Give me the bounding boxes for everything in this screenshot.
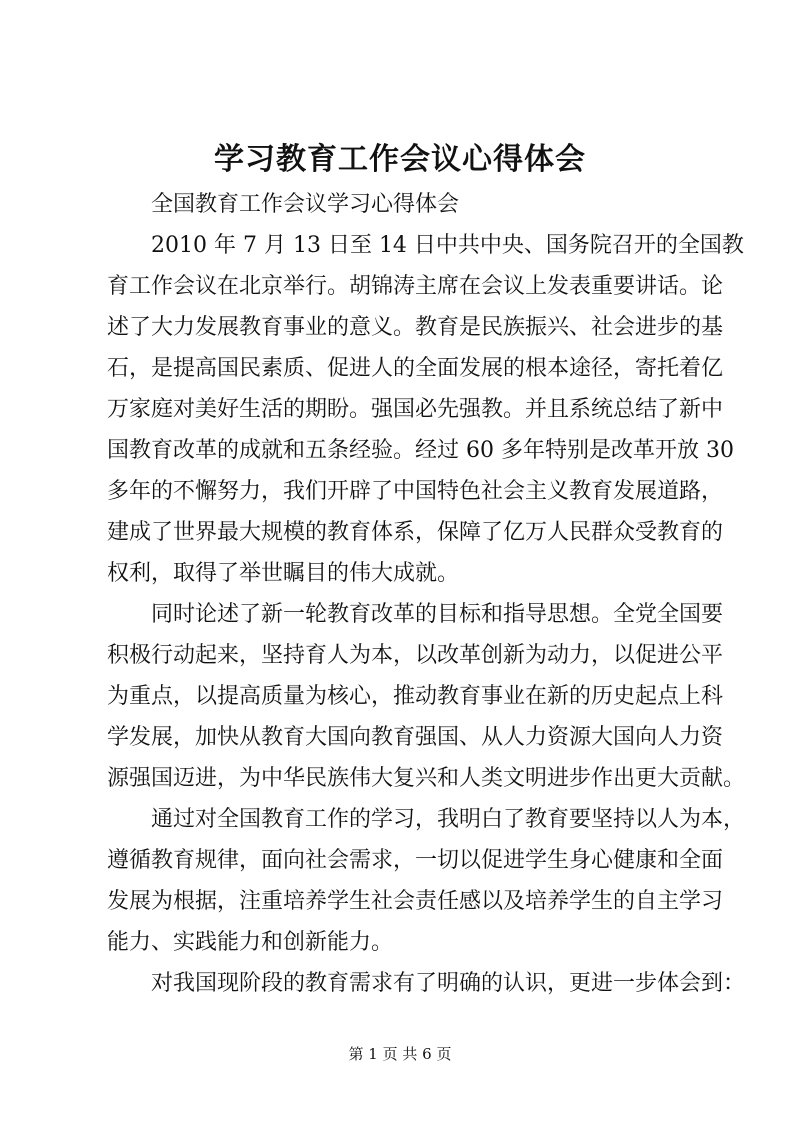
page-number-footer: 第 1 页 共 6 页 — [348, 1045, 452, 1063]
paragraph-line: 建成了世界最大规模的教育体系，保障了亿万人民群众受教育的 — [107, 520, 724, 545]
subtitle-line: 全国教育工作会议学习心得体会 — [151, 192, 460, 217]
paragraph-line: 能力、实践能力和创新能力。 — [107, 930, 394, 955]
paragraph-line: 积极行动起来，坚持育人为本，以改革创新为动力，以促进公平 — [107, 643, 724, 668]
document-body — [107, 184, 746, 1004]
paragraph-line: 遵循教育规律，面向社会需求，一切以促进学生身心健康和全面 — [107, 848, 724, 873]
paragraph-line: 源强国迈进，为中华民族伟大复兴和人类文明进步作出更大贡献。 — [107, 766, 746, 791]
paragraph-line: 通过对全国教育工作的学习，我明白了教育要坚持以人为本， — [151, 807, 746, 832]
paragraph-line: 学发展，加快从教育大国向教育强国、从人力资源大国向人力资 — [107, 725, 724, 750]
paragraph-line: 多年的不懈努力，我们开辟了中国特色社会主义教育发展道路， — [107, 479, 724, 504]
paragraph-line: 石，是提高国民素质、促进人的全面发展的根本途径，寄托着亿 — [107, 356, 724, 381]
paragraph-line: 述了大力发展教育事业的意义。教育是民族振兴、社会进步的基 — [107, 315, 724, 340]
paragraph-line: 为重点，以提高质量为核心，推动教育事业在新的历史起点上科 — [107, 684, 724, 709]
paragraph-line: 2010 年 7 月 13 日至 14 日中共中央、国务院召开的全国教 — [151, 233, 744, 258]
paragraph-line: 育工作会议在北京举行。胡锦涛主席在会议上发表重要讲话。论 — [107, 274, 724, 299]
paragraph-line: 万家庭对美好生活的期盼。强国必先强教。并且系统总结了新中 — [107, 397, 724, 422]
document-title: 学习教育工作会议心得体会 — [214, 142, 586, 177]
paragraph-line: 权利，取得了举世瞩目的伟大成就。 — [107, 561, 460, 586]
paragraph-line: 发展为根据，注重培养学生社会责任感以及培养学生的自主学习 — [107, 889, 724, 914]
paragraph-line: 同时论述了新一轮教育改革的目标和指导思想。全党全国要 — [151, 602, 724, 627]
paragraph-line: 国教育改革的成就和五条经验。经过 60 多年特别是改革开放 30 — [107, 438, 734, 463]
paragraph-line: 对我国现阶段的教育需求有了明确的认识，更进一步体会到： — [151, 971, 746, 996]
